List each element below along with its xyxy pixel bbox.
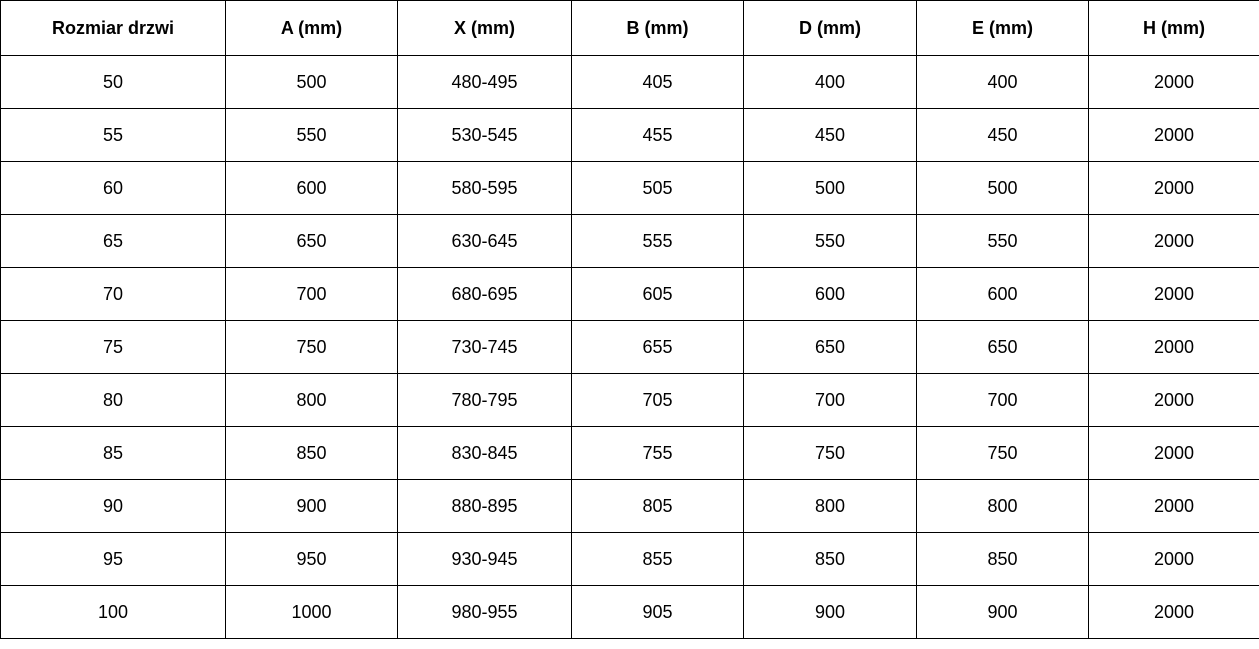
- cell-door-size: 60: [1, 162, 226, 215]
- cell-e: 750: [917, 427, 1089, 480]
- cell-b: 405: [572, 56, 744, 109]
- cell-e: 700: [917, 374, 1089, 427]
- cell-d: 450: [744, 109, 917, 162]
- cell-door-size: 55: [1, 109, 226, 162]
- cell-h: 2000: [1089, 480, 1259, 533]
- cell-x: 930-945: [398, 533, 572, 586]
- cell-h: 2000: [1089, 56, 1259, 109]
- cell-a: 1000: [226, 586, 398, 639]
- column-header-d: D (mm): [744, 1, 917, 56]
- cell-h: 2000: [1089, 109, 1259, 162]
- cell-door-size: 80: [1, 374, 226, 427]
- cell-b: 455: [572, 109, 744, 162]
- cell-a: 900: [226, 480, 398, 533]
- cell-h: 2000: [1089, 215, 1259, 268]
- cell-door-size: 75: [1, 321, 226, 374]
- column-header-e: E (mm): [917, 1, 1089, 56]
- cell-e: 450: [917, 109, 1089, 162]
- cell-b: 505: [572, 162, 744, 215]
- column-header-h: H (mm): [1089, 1, 1259, 56]
- table-body: [1, 56, 1259, 639]
- cell-a: 500: [226, 56, 398, 109]
- table-row: [1, 215, 1259, 268]
- cell-e: 500: [917, 162, 1089, 215]
- cell-h: 2000: [1089, 586, 1259, 639]
- table-row: [1, 162, 1259, 215]
- cell-x: 580-595: [398, 162, 572, 215]
- cell-h: 2000: [1089, 162, 1259, 215]
- cell-door-size: 85: [1, 427, 226, 480]
- table-row: [1, 586, 1259, 639]
- cell-e: 550: [917, 215, 1089, 268]
- cell-e: 400: [917, 56, 1089, 109]
- cell-door-size: 50: [1, 56, 226, 109]
- cell-b: 605: [572, 268, 744, 321]
- cell-x: 880-895: [398, 480, 572, 533]
- cell-d: 700: [744, 374, 917, 427]
- cell-door-size: 70: [1, 268, 226, 321]
- cell-door-size: 65: [1, 215, 226, 268]
- cell-b: 655: [572, 321, 744, 374]
- cell-x: 780-795: [398, 374, 572, 427]
- column-header-x: X (mm): [398, 1, 572, 56]
- cell-d: 650: [744, 321, 917, 374]
- cell-b: 555: [572, 215, 744, 268]
- cell-a: 650: [226, 215, 398, 268]
- cell-b: 905: [572, 586, 744, 639]
- cell-h: 2000: [1089, 268, 1259, 321]
- cell-d: 850: [744, 533, 917, 586]
- cell-a: 850: [226, 427, 398, 480]
- cell-h: 2000: [1089, 427, 1259, 480]
- table-row: [1, 427, 1259, 480]
- table-row: [1, 480, 1259, 533]
- cell-e: 850: [917, 533, 1089, 586]
- cell-d: 600: [744, 268, 917, 321]
- table-header: [1, 1, 1259, 56]
- cell-x: 530-545: [398, 109, 572, 162]
- column-header-a: A (mm): [226, 1, 398, 56]
- column-header-b: B (mm): [572, 1, 744, 56]
- table-row: [1, 109, 1259, 162]
- table-row: [1, 321, 1259, 374]
- cell-a: 600: [226, 162, 398, 215]
- cell-a: 750: [226, 321, 398, 374]
- table-row: [1, 268, 1259, 321]
- cell-b: 805: [572, 480, 744, 533]
- cell-h: 2000: [1089, 533, 1259, 586]
- cell-door-size: 100: [1, 586, 226, 639]
- cell-x: 680-695: [398, 268, 572, 321]
- cell-door-size: 95: [1, 533, 226, 586]
- table-header-row: [1, 1, 1259, 56]
- cell-a: 950: [226, 533, 398, 586]
- cell-door-size: 90: [1, 480, 226, 533]
- table-row: [1, 374, 1259, 427]
- cell-e: 900: [917, 586, 1089, 639]
- cell-a: 800: [226, 374, 398, 427]
- cell-a: 550: [226, 109, 398, 162]
- cell-e: 800: [917, 480, 1089, 533]
- table-row: [1, 56, 1259, 109]
- cell-x: 830-845: [398, 427, 572, 480]
- cell-d: 900: [744, 586, 917, 639]
- cell-d: 400: [744, 56, 917, 109]
- cell-d: 800: [744, 480, 917, 533]
- cell-x: 480-495: [398, 56, 572, 109]
- cell-e: 600: [917, 268, 1089, 321]
- cell-b: 855: [572, 533, 744, 586]
- cell-x: 630-645: [398, 215, 572, 268]
- cell-h: 2000: [1089, 321, 1259, 374]
- cell-h: 2000: [1089, 374, 1259, 427]
- cell-x: 980-955: [398, 586, 572, 639]
- cell-a: 700: [226, 268, 398, 321]
- table-row: [1, 533, 1259, 586]
- column-header-door-size: Rozmiar drzwi: [1, 1, 226, 56]
- cell-d: 550: [744, 215, 917, 268]
- cell-x: 730-745: [398, 321, 572, 374]
- cell-e: 650: [917, 321, 1089, 374]
- cell-d: 750: [744, 427, 917, 480]
- cell-b: 755: [572, 427, 744, 480]
- cell-d: 500: [744, 162, 917, 215]
- cell-b: 705: [572, 374, 744, 427]
